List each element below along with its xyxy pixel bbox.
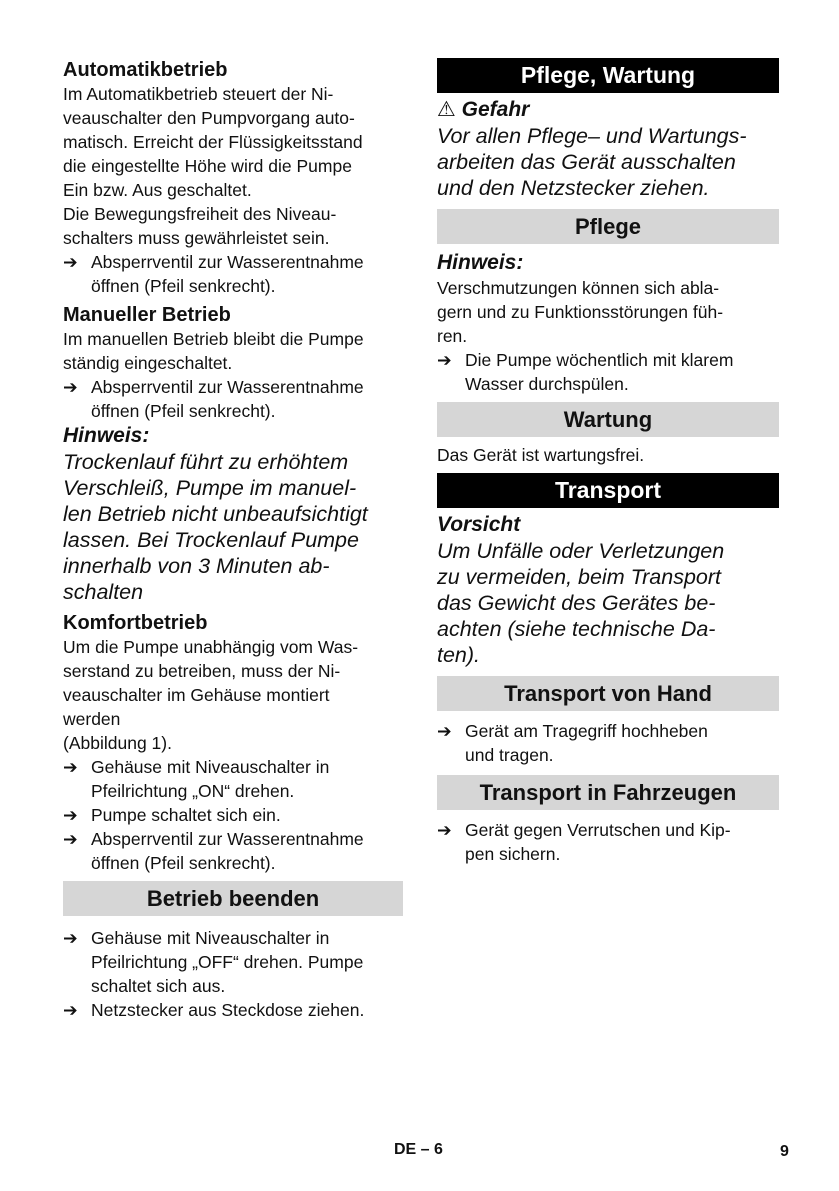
section-bar-betrieb-beenden: Betrieb beenden [63,881,403,916]
pflege-hint-title: Hinweis: [437,251,524,274]
left-column [63,58,403,1022]
step-beenden-1: ➔ Gehäuse mit Niveauschalter in Pfeilrichtung „OFF“ drehen. Pumpe schaltet sich aus. [63,928,364,996]
caution-title: Vorsicht [437,513,521,536]
hint-text: Trockenlauf führt zu erhöhtem Verschleiß, Pumpe im manuel- len Betrieb nicht unbeaufsichtigt lassen. Bei Trockenlauf Pumpe innerhalb von 3 Minuten ab- schalten [63,450,368,604]
arrow-icon: ➔ [63,757,78,777]
paragraph-manuell: Im manuellen Betrieb bleibt die Pumpe ständig eingeschaltet. [63,329,364,373]
right-column [437,58,779,866]
arrow-icon: ➔ [63,829,78,849]
step-automatik: ➔ Absperrventil zur Wasserentnahme öffnen (Pfeil senkrecht). [63,252,364,296]
danger-text: Vor allen Pflege– und Wartungs- arbeiten das Gerät ausschalten und den Netzstecker ziehen. [437,124,747,200]
step-komfort-1: ➔ Gehäuse mit Niveauschalter in Pfeilrichtung „ON“ drehen. [63,757,330,801]
section-bar-transport-fahrzeugen: Transport in Fahrzeugen [437,775,779,810]
step-manuell: ➔ Absperrventil zur Wasserentnahme öffnen (Pfeil senkrecht). [63,377,364,421]
paragraph-komfort: Um die Pumpe unabhängig vom Was- serstand zu betreiben, muss der Ni- veauschalter im Gehäuse montiert werden (Abbildung 1). [63,637,359,753]
arrow-icon: ➔ [63,928,78,948]
heading-automatikbetrieb: Automatikbetrieb [63,59,228,81]
danger-title: ⚠ Gefahr [437,98,530,121]
step-fahrzeugen: ➔ Gerät gegen Verrutschen und Kip- pen sichern. [437,820,731,864]
section-bar-pflege: Pflege [437,209,779,244]
arrow-icon: ➔ [437,721,452,741]
paragraph-pflege: Verschmutzungen können sich abla- gern und zu Funktionsstörungen füh- ren. [437,278,724,346]
section-bar-transport-von-hand: Transport von Hand [437,676,779,711]
section-bar-pflege-wartung: Pflege, Wartung [437,58,779,93]
section-bar-transport: Transport [437,473,779,508]
hint-title: Hinweis: [63,424,150,447]
section-bar-wartung: Wartung [437,402,779,437]
arrow-icon: ➔ [63,377,78,397]
arrow-icon: ➔ [63,1000,78,1020]
paragraph-automatik: Im Automatikbetrieb steuert der Ni- veauschalter den Pumpvorgang auto- matisch. Erreicht der Flüssigkeitsstand die eingestellte Höhe wird die Pumpe Ein bzw. Aus geschaltet. Die Bewegungsfreiheit des Niveau- schalters muss gewährleistet sein. [63,84,363,248]
heading-manueller-betrieb: Manueller Betrieb [63,304,231,326]
step-komfort-2: ➔ Pumpe schaltet sich ein. [63,805,281,825]
step-beenden-2: ➔ Netzstecker aus Steckdose ziehen. [63,1000,365,1020]
arrow-icon: ➔ [63,805,78,825]
arrow-icon: ➔ [437,820,452,840]
paragraph-wartung: Das Gerät ist wartungsfrei. [437,445,645,465]
step-hand: ➔ Gerät am Tragegriff hochheben und tragen. [437,721,708,765]
heading-komfortbetrieb: Komfortbetrieb [63,612,208,634]
step-pflege: ➔ Die Pumpe wöchentlich mit klarem Wasser durchspülen. [437,350,734,394]
footer-section-number: DE – 6 [394,1141,443,1158]
footer-page-number: 9 [780,1143,789,1160]
arrow-icon: ➔ [63,252,78,272]
caution-text: Um Unfälle oder Verletzungen zu vermeiden, beim Transport das Gewicht des Gerätes be- achten (siehe technische Da- ten). [437,539,725,667]
arrow-icon: ➔ [437,350,452,370]
step-komfort-3: ➔ Absperrventil zur Wasserentnahme öffnen (Pfeil senkrecht). [63,829,364,873]
